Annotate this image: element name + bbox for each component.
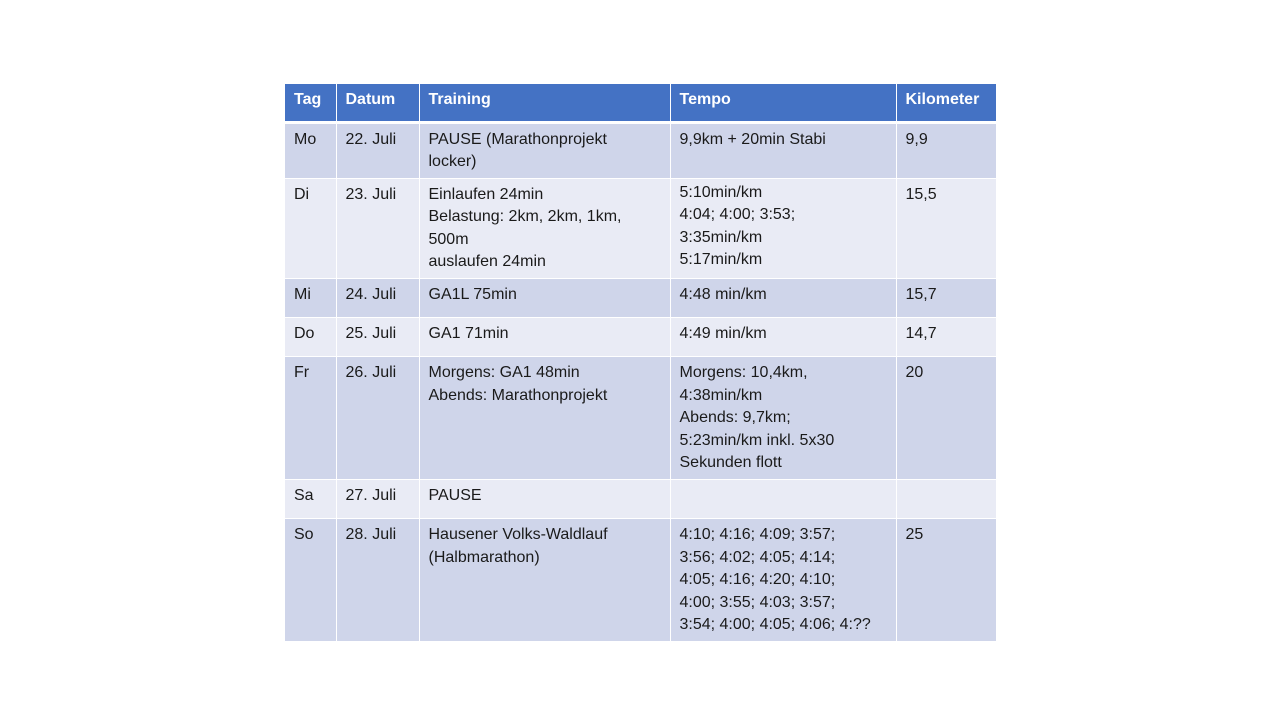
cell-datum: 27. Juli bbox=[336, 480, 419, 519]
header-row bbox=[285, 84, 996, 122]
training-line: PAUSE (Marathonprojekt bbox=[428, 130, 607, 148]
training-line: Hausener Volks-Waldlauf bbox=[428, 526, 608, 544]
training-line: GA1L 75min bbox=[428, 286, 517, 304]
training-line: locker) bbox=[428, 153, 477, 171]
tempo-line: 3:54; 4:00; 4:05; 4:06; 4:?? bbox=[679, 616, 871, 634]
training-line: Belastung: 2km, 2km, 1km, bbox=[428, 208, 622, 226]
cell-tag: Sa bbox=[285, 480, 336, 519]
table-row bbox=[285, 178, 996, 278]
tempo-line: 3:56; 4:02; 4:05; 4:14; bbox=[679, 548, 836, 566]
header-kilometer: Kilometer bbox=[896, 84, 996, 122]
training-line: Abends: Marathonprojekt bbox=[428, 386, 608, 404]
table-row bbox=[285, 318, 996, 357]
cell-tag: Mo bbox=[285, 122, 336, 178]
cell-kilometer: 20 bbox=[896, 357, 996, 480]
header-tempo: Tempo bbox=[670, 84, 896, 122]
table-body bbox=[285, 122, 996, 642]
training-line: auslaufen 24min bbox=[428, 253, 546, 271]
cell-datum: 26. Juli bbox=[336, 357, 419, 480]
tempo-line: 3:35min/km bbox=[679, 228, 763, 246]
cell-tag: Di bbox=[285, 178, 336, 278]
cell-training bbox=[419, 357, 670, 480]
training-line: Einlaufen 24min bbox=[428, 185, 544, 203]
cell-training bbox=[419, 178, 670, 278]
cell-tempo bbox=[670, 357, 896, 480]
table-row bbox=[285, 122, 996, 178]
tempo-line: 4:38min/km bbox=[679, 386, 763, 404]
tempo-line: 4:04; 4:00; 3:53; bbox=[679, 206, 796, 224]
cell-kilometer: 15,5 bbox=[896, 178, 996, 278]
cell-tag: Do bbox=[285, 318, 336, 357]
cell-datum: 24. Juli bbox=[336, 279, 419, 318]
cell-kilometer: 9,9 bbox=[896, 122, 996, 178]
cell-training bbox=[419, 318, 670, 357]
tempo-line: 4:10; 4:16; 4:09; 3:57; bbox=[679, 526, 836, 544]
cell-training bbox=[419, 480, 670, 519]
table-row bbox=[285, 357, 996, 480]
cell-datum: 28. Juli bbox=[336, 519, 419, 642]
cell-kilometer: 15,7 bbox=[896, 279, 996, 318]
tempo-line: 4:05; 4:16; 4:20; 4:10; bbox=[679, 571, 836, 589]
cell-tag: So bbox=[285, 519, 336, 642]
cell-datum: 23. Juli bbox=[336, 178, 419, 278]
cell-tempo bbox=[670, 480, 896, 519]
table-row bbox=[285, 279, 996, 318]
tempo-line: 5:17min/km bbox=[679, 251, 763, 269]
cell-tempo bbox=[670, 178, 896, 278]
training-line: 500m bbox=[428, 230, 469, 248]
tempo-line: 4:00; 3:55; 4:03; 3:57; bbox=[679, 593, 836, 611]
cell-kilometer bbox=[896, 480, 996, 519]
cell-tempo bbox=[670, 122, 896, 178]
header-training: Training bbox=[419, 84, 670, 122]
tempo-line: 4:48 min/km bbox=[679, 286, 767, 304]
training-line: PAUSE bbox=[428, 487, 482, 505]
training-line: (Halbmarathon) bbox=[428, 548, 540, 566]
cell-tag: Fr bbox=[285, 357, 336, 480]
cell-tempo bbox=[670, 318, 896, 357]
cell-tag: Mi bbox=[285, 279, 336, 318]
training-line: Morgens: GA1 48min bbox=[428, 364, 580, 382]
header-tag: Tag bbox=[285, 84, 336, 122]
cell-datum: 25. Juli bbox=[336, 318, 419, 357]
cell-kilometer: 25 bbox=[896, 519, 996, 642]
cell-tempo bbox=[670, 279, 896, 318]
cell-training bbox=[419, 279, 670, 318]
training-table bbox=[285, 84, 996, 642]
cell-tempo bbox=[670, 519, 896, 642]
training-line: GA1 71min bbox=[428, 325, 509, 343]
tempo-line: Abends: 9,7km; bbox=[679, 409, 791, 427]
cell-training bbox=[419, 122, 670, 178]
cell-kilometer: 14,7 bbox=[896, 318, 996, 357]
table-row bbox=[285, 480, 996, 519]
header-datum: Datum bbox=[336, 84, 419, 122]
table-row bbox=[285, 519, 996, 642]
cell-datum: 22. Juli bbox=[336, 122, 419, 178]
tempo-line: 9,9km + 20min Stabi bbox=[679, 130, 826, 148]
tempo-line: 5:10min/km bbox=[679, 183, 763, 201]
tempo-line: 5:23min/km inkl. 5x30 bbox=[679, 431, 835, 449]
tempo-line: Morgens: 10,4km, bbox=[679, 364, 808, 382]
cell-training bbox=[419, 519, 670, 642]
tempo-line: 4:49 min/km bbox=[679, 325, 767, 343]
tempo-line: Sekunden flott bbox=[679, 454, 782, 472]
